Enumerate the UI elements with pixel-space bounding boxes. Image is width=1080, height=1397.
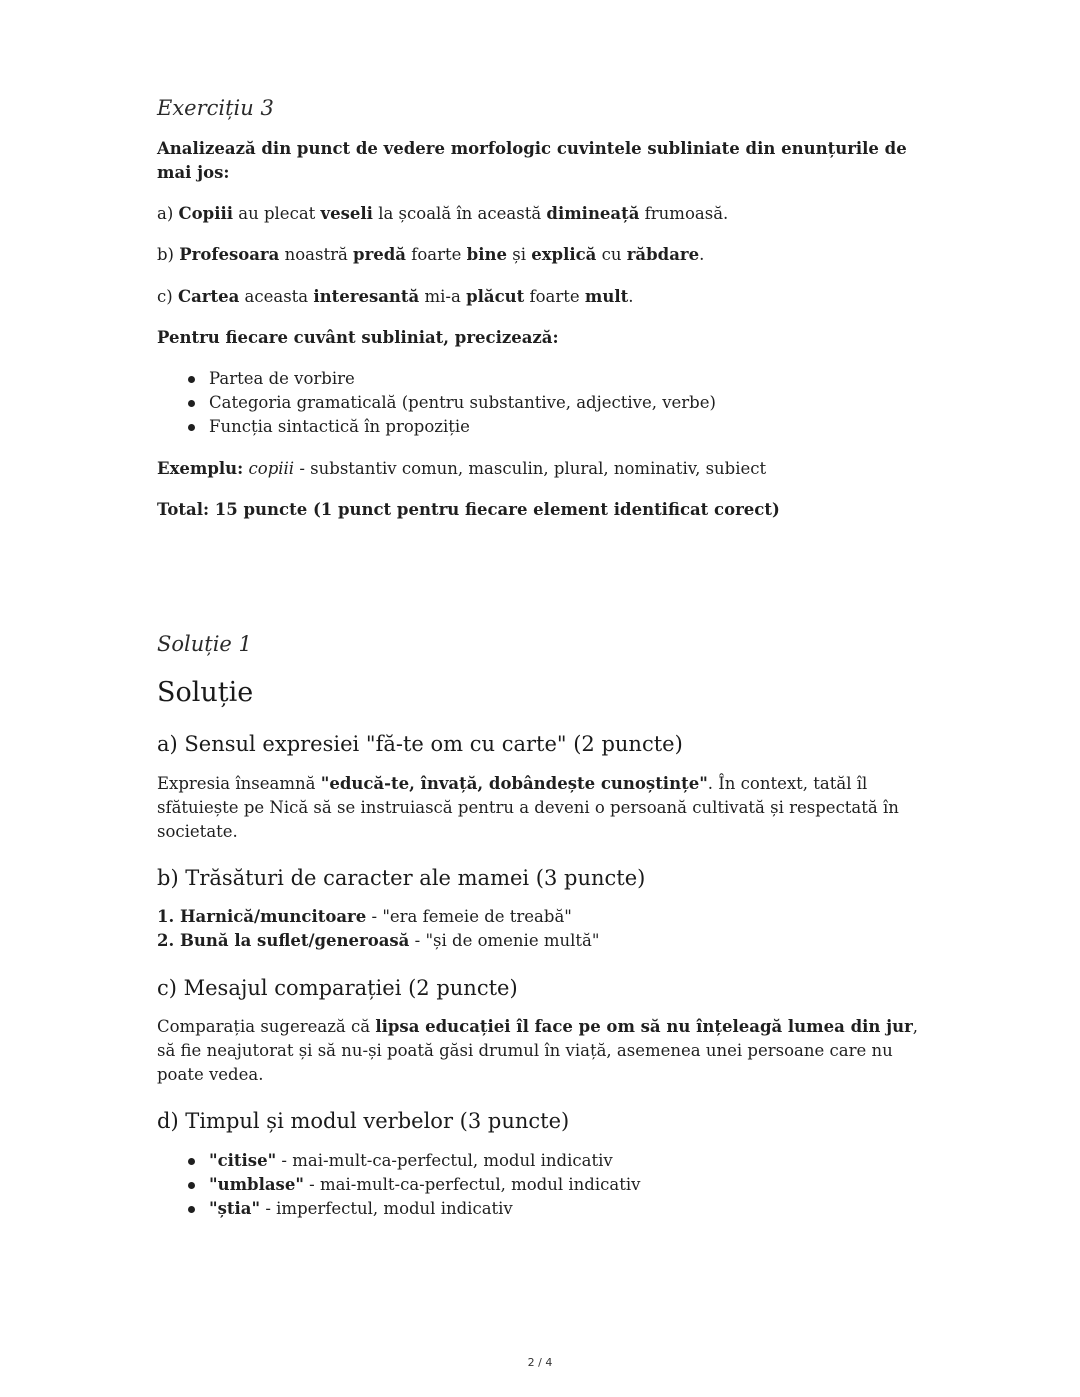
paragraph-text: . În context, tatăl îl sfătuiește pe Nică să se instruiască pentru a deveni o persoană cultivată și respectată în societate.	[157, 774, 899, 841]
criteria-list	[157, 367, 917, 439]
section-a-text	[157, 772, 922, 844]
example-word: copiii	[248, 459, 295, 478]
sentence-text: au plecat	[233, 204, 321, 223]
solution-heading: Soluție	[157, 677, 254, 708]
list-item: Funcția sintactică în propoziție	[157, 415, 917, 439]
sentence-b	[157, 243, 704, 267]
example-text: - substantiv comun, masculin, plural, nominativ, subiect	[294, 459, 767, 478]
underlined-word: veseli	[320, 204, 373, 223]
section-a-heading: a) Sensul expresiei "fă-te om cu carte" (2 puncte)	[157, 732, 683, 756]
underlined-word: bine	[466, 245, 507, 264]
sentence-text: și	[506, 245, 532, 264]
highlighted-message: lipsa educației îl face pe om să nu înțeleagă lumea din jur	[375, 1017, 913, 1036]
highlighted-meaning: "educă-te, învață, dobândește cunoștințe"	[320, 774, 708, 793]
underlined-word: predă	[353, 245, 407, 264]
underlined-word: mult	[584, 287, 629, 306]
exercise-title: Exercițiu 3	[157, 96, 274, 120]
verb-desc: - imperfectul, modul indicativ	[260, 1199, 513, 1218]
underlined-word: Copiii	[178, 204, 234, 223]
sentence-b-prefix: b)	[157, 245, 180, 264]
trait-item	[157, 929, 599, 953]
example-label: Exemplu:	[157, 459, 244, 478]
page-number: 2 / 4	[527, 1356, 553, 1369]
verb-name: "citise"	[209, 1151, 277, 1170]
sentence-text: aceasta	[239, 287, 314, 306]
list-item	[157, 1197, 917, 1221]
verbs-list	[157, 1149, 917, 1221]
sentence-c	[157, 285, 634, 309]
specify-heading: Pentru fiecare cuvânt subliniat, precizează:	[157, 328, 559, 347]
sentence-c-prefix: c)	[157, 287, 178, 306]
paragraph-text: Comparația sugerează că	[157, 1017, 376, 1036]
underlined-word: explică	[531, 245, 597, 264]
trait-name: 1. Harnică/muncitoare	[157, 907, 367, 926]
trait-item	[157, 905, 599, 929]
section-c-heading: c) Mesajul comparației (2 puncte)	[157, 976, 518, 1000]
paragraph-text: , să fie neajutorat și să nu-și poată găsi drumul în viață, asemenea unei persoane care nu poate vedea.	[157, 1017, 919, 1084]
underlined-word: răbdare	[626, 245, 700, 264]
sentence-a-prefix: a)	[157, 204, 179, 223]
underlined-word: dimineață	[546, 204, 640, 223]
trait-quote: - "și de omenie multă"	[409, 931, 600, 950]
exercise-instruction: Analizează din punct de vedere morfologic cuvintele subliniate din enunțurile de mai jos:	[157, 139, 907, 182]
section-b-heading: b) Trăsături de caracter ale mamei (3 puncte)	[157, 866, 646, 890]
list-item: Partea de vorbire	[157, 367, 917, 391]
underlined-word: interesantă	[313, 287, 420, 306]
trait-quote: - "era femeie de treabă"	[366, 907, 572, 926]
trait-name: 2. Bună la suflet/generoasă	[157, 931, 410, 950]
total-points: Total: 15 puncte (1 punct pentru fiecare element identificat corect)	[157, 500, 780, 519]
sentence-text: mi-a	[419, 287, 467, 306]
paragraph-text: Expresia înseamnă	[157, 774, 321, 793]
sentence-text: frumoasă.	[639, 204, 729, 223]
sentence-text: .	[628, 287, 634, 306]
section-c-text	[157, 1015, 922, 1087]
verb-desc: - mai-mult-ca-perfectul, modul indicativ	[303, 1175, 641, 1194]
list-item: Categoria gramaticală (pentru substantive, adjective, verbe)	[157, 391, 917, 415]
sentence-text: .	[699, 245, 705, 264]
list-item	[157, 1173, 917, 1197]
sentence-text: la școală în această	[372, 204, 547, 223]
verb-name: "umblase"	[209, 1175, 304, 1194]
section-b-list	[157, 905, 599, 953]
solution-title: Soluție 1	[157, 632, 252, 656]
sentence-a	[157, 202, 728, 226]
sentence-text: noastră	[279, 245, 354, 264]
verb-name: "știa"	[209, 1199, 261, 1218]
list-item	[157, 1149, 917, 1173]
verb-desc: - mai-mult-ca-perfectul, modul indicativ	[276, 1151, 613, 1170]
underlined-word: Profesoara	[179, 245, 280, 264]
example-line	[157, 457, 766, 481]
sentence-text: cu	[596, 245, 627, 264]
underlined-word: plăcut	[466, 287, 525, 306]
sentence-text: foarte	[406, 245, 467, 264]
section-d-heading: d) Timpul și modul verbelor (3 puncte)	[157, 1109, 570, 1133]
sentence-text: foarte	[524, 287, 585, 306]
underlined-word: Cartea	[177, 287, 240, 306]
